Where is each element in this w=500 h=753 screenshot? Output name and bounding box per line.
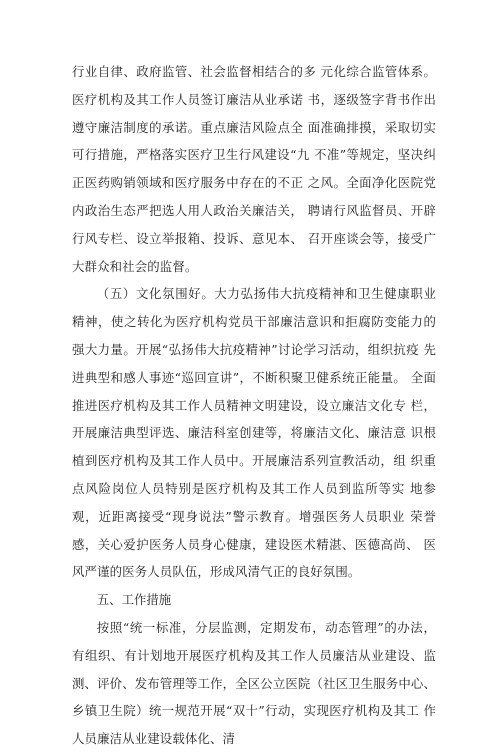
paragraph-work-measures: 按照“统一标准，分层监测，定期发布，动态管理”的办法， 有组织、有计划地开展医疗机构及其工作人员廉洁从业建设、监 测、评价、发布管理等工作，全区公立医院（社区卫生服务中心、 乡镇卫生院）统一规范开展“双十”行动，实现医疗机构及其工 作人员廉洁从业建设载体化、清: [72, 619, 436, 747]
paragraph-supervision-system: 行业自律、政府监管、社会监督相结合的多 元化综合监管体系。医疗机构及其工作人员签订廉洁从业承诺 书，逐级签字背书作出遵守廉洁制度的承诺。重点廉洁风险点全 面准确排摸，采取切实可行措施，严格落实医疗卫生行风建设“九 不准”等规定，坚决纠正医药购销领域和医疗服务中存在的不正 之风。全面净化医院党内政治生态严把选人用人政治关廉洁关， 聘请行风监督员、开辟行风专栏、设立举报箱、投诉、意见本、 召开座谈会等，接受广大群众和社会的监督。: [72, 64, 436, 274]
section-heading-work-measures: 五、工作措施: [96, 592, 172, 608]
document-body: [72, 58, 436, 753]
paragraph-cultural-atmosphere: （五）文化氛围好。大力弘扬伟大抗疫精神和卫生健康职业 精神，使之转化为医疗机构党员干部廉洁意识和拒腐防变能力的 强大力量。开展“弘扬伟大抗疫精神”讨论学习活动，组织抗疫 先进典型和感人事迹“巡回宣讲”，不断积聚卫健系统正能量。 全面推进医疗机构及其工作人员精神文明建设，设立廉洁文化专 栏，开展廉洁典型评选、廉洁科室创建等，将廉洁文化、廉洁意 识根植到医疗机构及其工作人员中。开展廉洁系列宣教活动，组 织重点风险岗位人员特别是医疗机构及其工作人员到监所等实 地参观，近距离接受“现身说法”警示教育。增强医务人员职业 荣誉感，关心爱护医务人员身心健康，建设医术精湛、医德高尚、 医风严谨的医务人员队伍，形成风清气正的良好氛围。: [72, 286, 436, 580]
